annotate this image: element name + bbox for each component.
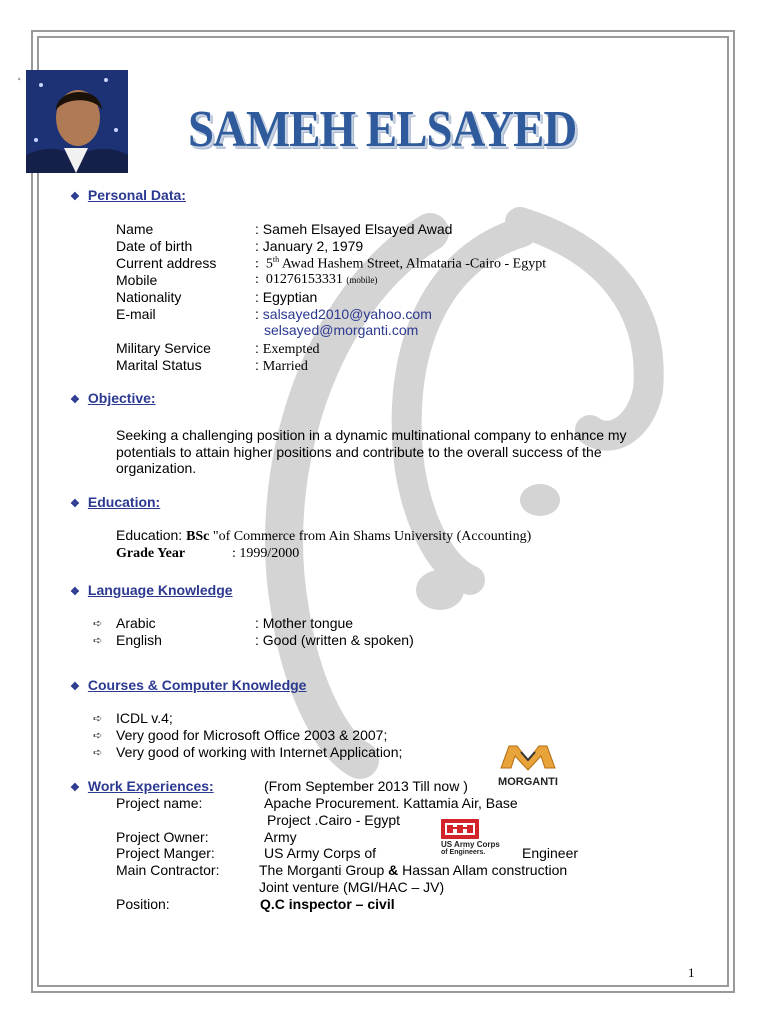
diamond-bullet-icon: ❖: [70, 394, 80, 406]
diamond-bullet-icon: ❖: [70, 498, 80, 510]
marital-label: Marital Status: [116, 357, 202, 373]
work-period: (From September 2013 Till now ): [264, 778, 468, 794]
email-value-1: : salsayed2010@yahoo.com: [255, 306, 432, 322]
email-link-yahoo[interactable]: salsayed2010@yahoo.com: [262, 306, 432, 322]
language-name: Arabic: [116, 615, 156, 631]
mobile-value: : 01276153331 (mobile): [255, 272, 378, 287]
objective-line-1: Seeking a challenging position in a dynamic multinational company to enhance my: [116, 427, 627, 443]
section-heading-personal: ❖ Personal Data:: [70, 187, 186, 203]
grade-year-value: : 1999/2000: [232, 546, 300, 561]
project-name-label: Project name:: [116, 795, 203, 811]
language-name: English: [116, 632, 162, 648]
dob-label: Date of birth: [116, 238, 193, 254]
project-name-value: Apache Procurement. Kattamia Air, Base: [264, 795, 518, 811]
main-contractor-value-2: Joint venture (MGI/HAC – JV): [259, 879, 445, 895]
diamond-bullet-icon: ❖: [70, 681, 80, 693]
objective-line-3: organization.: [116, 460, 197, 476]
name-label: Name: [116, 221, 154, 237]
position-label: Position:: [116, 896, 170, 912]
arrow-bullet-icon: ➪: [93, 747, 103, 759]
education-degree: Education: BSc "of Commerce from Ain Shams University (Accounting): [116, 527, 532, 544]
grade-year-label: Grade Year: [116, 546, 186, 561]
course-item: ICDL v.4;: [116, 710, 173, 726]
project-name-value-2: Project .Cairo - Egypt: [267, 812, 401, 828]
military-label: Military Service: [116, 340, 211, 356]
profile-photo: [26, 70, 128, 173]
svg-text:MORGANTI: MORGANTI: [498, 776, 558, 788]
diamond-bullet-icon: ❖: [70, 782, 80, 794]
morganti-logo: [497, 742, 559, 790]
course-item: Very good of working with Internet Application;: [116, 744, 403, 760]
section-heading-courses: ❖ Courses & Computer Knowledge: [70, 677, 307, 693]
address-label: Current address: [116, 255, 217, 271]
name-value: : Sameh Elsayed Elsayed Awad: [255, 221, 453, 237]
mobile-label: Mobile: [116, 272, 158, 288]
svg-text:US Army Corps: US Army Corps: [441, 840, 500, 849]
language-level: : Good (written & spoken): [255, 632, 414, 648]
project-manager-label: Project Manger:: [116, 845, 215, 861]
section-heading-language: ❖ Language Knowledge: [70, 582, 233, 598]
side-mark: ة: [18, 76, 21, 82]
diamond-bullet-icon: ❖: [70, 191, 80, 203]
resume-name-title: SAMEH ELSAYED: [188, 101, 577, 158]
svg-text:of Engineers.: of Engineers.: [441, 849, 486, 856]
section-heading-work: ❖ Work Experiences:: [70, 778, 214, 794]
email-label: E-mail: [116, 306, 156, 322]
page-number: 1: [688, 965, 695, 980]
arrow-bullet-icon: ➪: [93, 618, 103, 630]
language-level: : Mother tongue: [255, 615, 354, 631]
diamond-bullet-icon: ❖: [70, 586, 80, 598]
email-link-morganti[interactable]: selsayed@morganti.com: [264, 322, 419, 338]
marital-value: : Married: [255, 357, 308, 374]
main-contractor-value: The Morganti Group & Hassan Allam construction: [259, 862, 568, 878]
address-value: : 5th Awad Hashem Street, Almataria -Cairo - Egypt: [255, 255, 547, 272]
nationality-label: Nationality: [116, 289, 182, 305]
course-item: Very good for Microsoft Office 2003 & 2007;: [116, 727, 388, 743]
section-heading-objective: ❖ Objective:: [70, 390, 156, 406]
project-manager-value-2: Engineer: [522, 845, 579, 861]
arrow-bullet-icon: ➪: [93, 730, 103, 742]
section-heading-education: ❖ Education:: [70, 494, 161, 510]
arrow-bullet-icon: ➪: [93, 713, 103, 725]
position-value: Q.C inspector – civil: [260, 896, 395, 912]
military-value: : Exempted: [255, 340, 320, 357]
project-owner-label: Project Owner:: [116, 829, 209, 845]
dob-value: : January 2, 1979: [255, 238, 364, 254]
project-owner-value: Army: [264, 829, 297, 845]
project-manager-value: US Army Corps of: [264, 845, 377, 861]
nationality-value: : Egyptian: [255, 289, 318, 305]
us-army-corps-logo: [440, 818, 514, 856]
objective-line-2: potentials to attain higher positions and contribute to the overall success of the: [116, 444, 602, 460]
main-contractor-label: Main Contractor:: [116, 862, 220, 878]
arrow-bullet-icon: ➪: [93, 635, 103, 647]
